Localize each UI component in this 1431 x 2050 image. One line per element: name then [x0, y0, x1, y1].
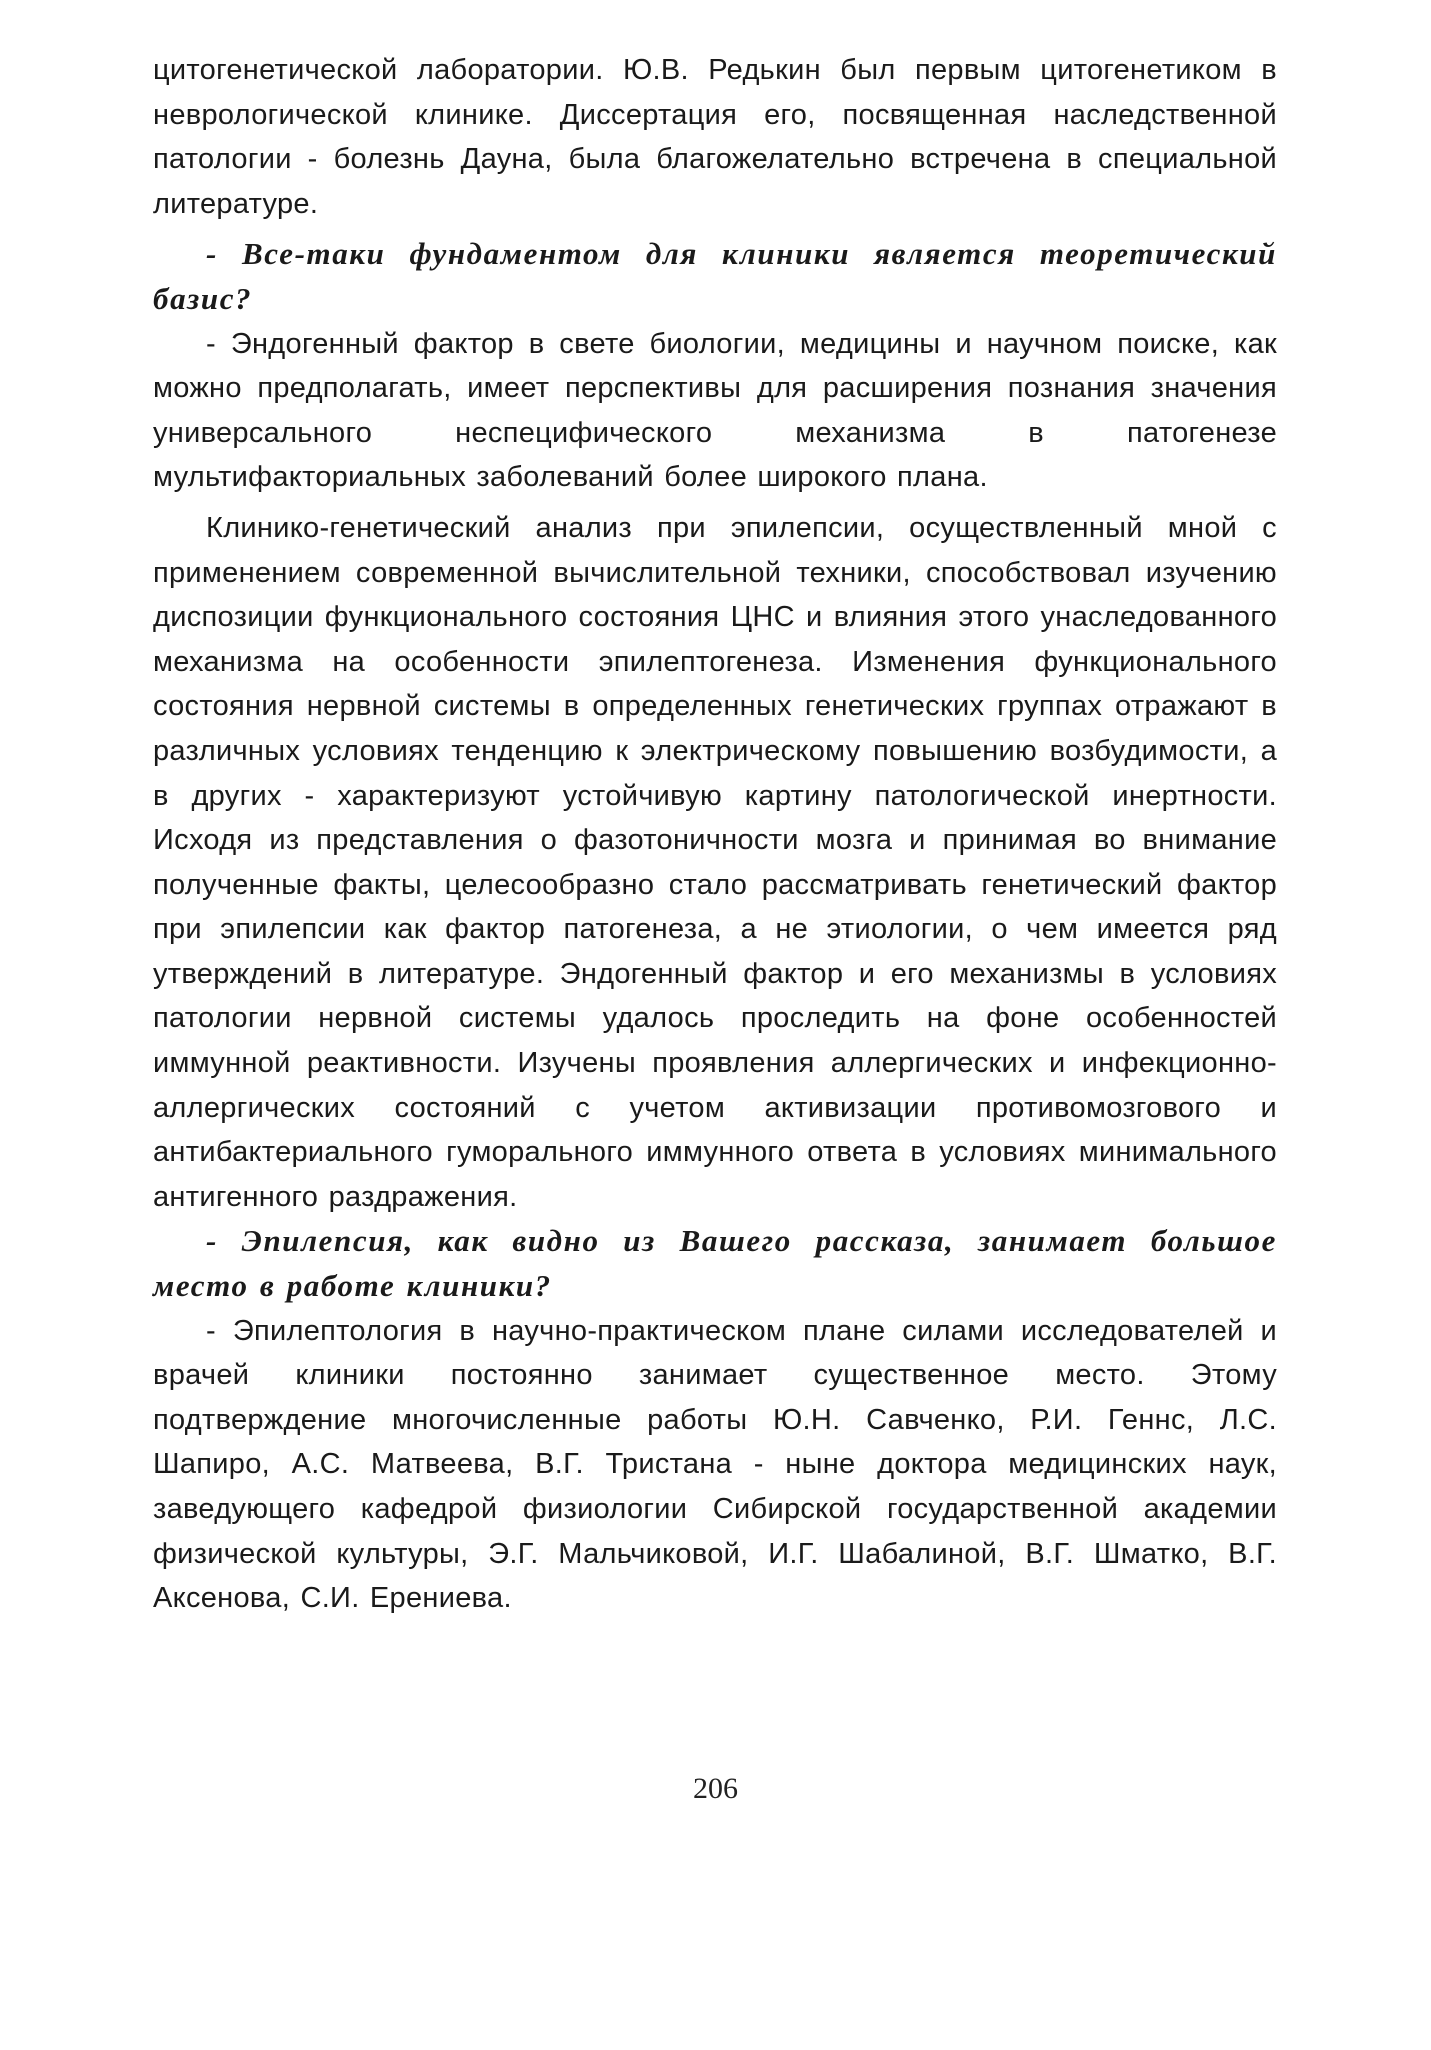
paragraph-continuation: цитогенетической лаборатории. Ю.В. Редькин был первым цитогенетиком в неврологической клинике. Диссертация его, посвященная наследственной патологии - болезнь Дауна, была благожелательно встречена в специальной литературе. — [153, 54, 1277, 220]
body-paragraph: Клинико-генетический анализ при эпилепсии, осуществленный мной с применением современной вычислительной техники, способствовал изучению диспозиции функционального состояния ЦНС и влияния этого унаследованного механизма на особенности эпилептогенеза. Изменения функционального состояния нервной системы в определенных генетических группах отражают в различных условиях тенденцию к электрическому повышению возбудимости, а в других - характеризуют устойчивую картину патологической инертности. Исходя из представления о фазотоничности мозга и принимая во внимание полученные факты, целесообразно стало рассматривать генетический фактор при эпилепсии как фактор патогенеза, а не этиологии, о чем имеется ряд утверждений в литературе. Эндогенный фактор и его механизмы в условиях патологии нервной системы удалось проследить на фоне особенностей иммунной реактивности. Изучены проявления аллергических и инфекционно-аллергических состояний с учетом активизации противомозгового и антибактериального гуморального иммунного ответа в условиях минимального антигенного раздражения. — [153, 511, 1277, 1213]
text-column — [153, 48, 1277, 1621]
interview-question: - Эпилепсия, как видно из Вашего рассказа, занимает большое место в работе клиники? — [153, 1223, 1277, 1304]
page-number: 206 — [693, 1772, 738, 1805]
interview-answer: - Эндогенный фактор в свете биологии, медицины и научном поиске, как можно предполагать, имеет перспективы для расширения познания значения универсального неспецифического механизма в патогенезе мультифакториальных заболеваний более широкого плана. — [153, 327, 1277, 494]
interview-question: - Все-таки фундаментом для клиники является теоретический базис? — [153, 236, 1277, 316]
interview-answer: - Эпилептология в научно-практическом плане силами исследователей и врачей клиники постоянно занимает существенное место. Этому подтверждение многочисленные работы Ю.Н. Савченко, Р.И. Геннс, Л.С. Шапиро, А.С. Матвеева, В.Г. Тристана - ныне доктора медицинских наук, заведующего кафедрой физиологии Сибирской государственной академии физической культуры, Э.Г. Мальчиковой, И.Г. Шабалиной, В.Г. Шматко, В.Г. Аксенова, С.И. Ерениева. — [153, 1314, 1277, 1615]
